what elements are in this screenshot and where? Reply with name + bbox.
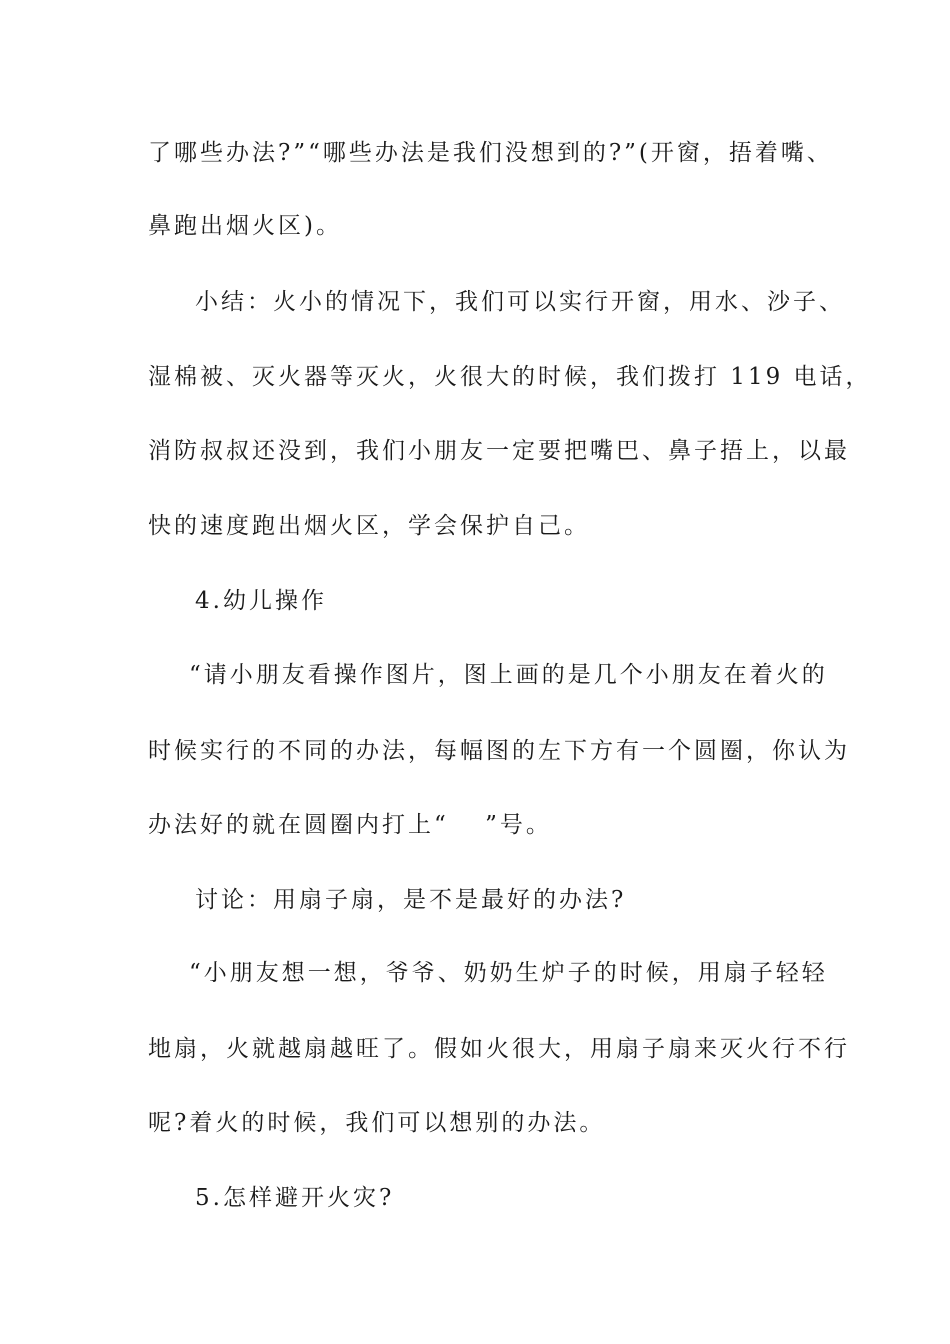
text-line: 地扇，火就越扇越旺了。假如火很大，用扇子扇来灭火行不行 <box>148 1036 850 1062</box>
text-line: 了哪些办法?”“哪些办法是我们没想到的?”(开窗，捂着嘴、 <box>148 140 833 166</box>
paragraph-start: “小朋友想一想，爷爷、奶奶生炉子的时候，用扇子轻轻 <box>189 960 828 986</box>
text-line: 鼻跑出烟火区)。 <box>148 213 342 239</box>
text-line: 湿棉被、灭火器等灭火，火很大的时候，我们拨打 119 电话， <box>148 364 872 390</box>
discussion-line: 讨论：用扇子扇，是不是最好的办法? <box>195 887 627 913</box>
text-line: 消防叔叔还没到，我们小朋友一定要把嘴巴、鼻子捂上，以最 <box>148 438 850 464</box>
section-heading: 5.怎样避开火灾? <box>195 1185 395 1211</box>
text-line: 办法好的就在圆圈内打上“ ”号。 <box>148 812 552 838</box>
text-line: 快的速度跑出烟火区，学会保护自己。 <box>148 513 590 539</box>
text-line: 时候实行的不同的办法，每幅图的左下方有一个圆圈，你认为 <box>148 738 850 764</box>
summary-paragraph-start: 小结：火小的情况下，我们可以实行开窗，用水、沙子、 <box>195 289 845 315</box>
text-line: 呢?着火的时候，我们可以想别的办法。 <box>148 1110 606 1136</box>
paragraph-start: “请小朋友看操作图片，图上画的是几个小朋友在着火的 <box>189 662 828 688</box>
section-heading: 4.幼儿操作 <box>195 588 327 614</box>
